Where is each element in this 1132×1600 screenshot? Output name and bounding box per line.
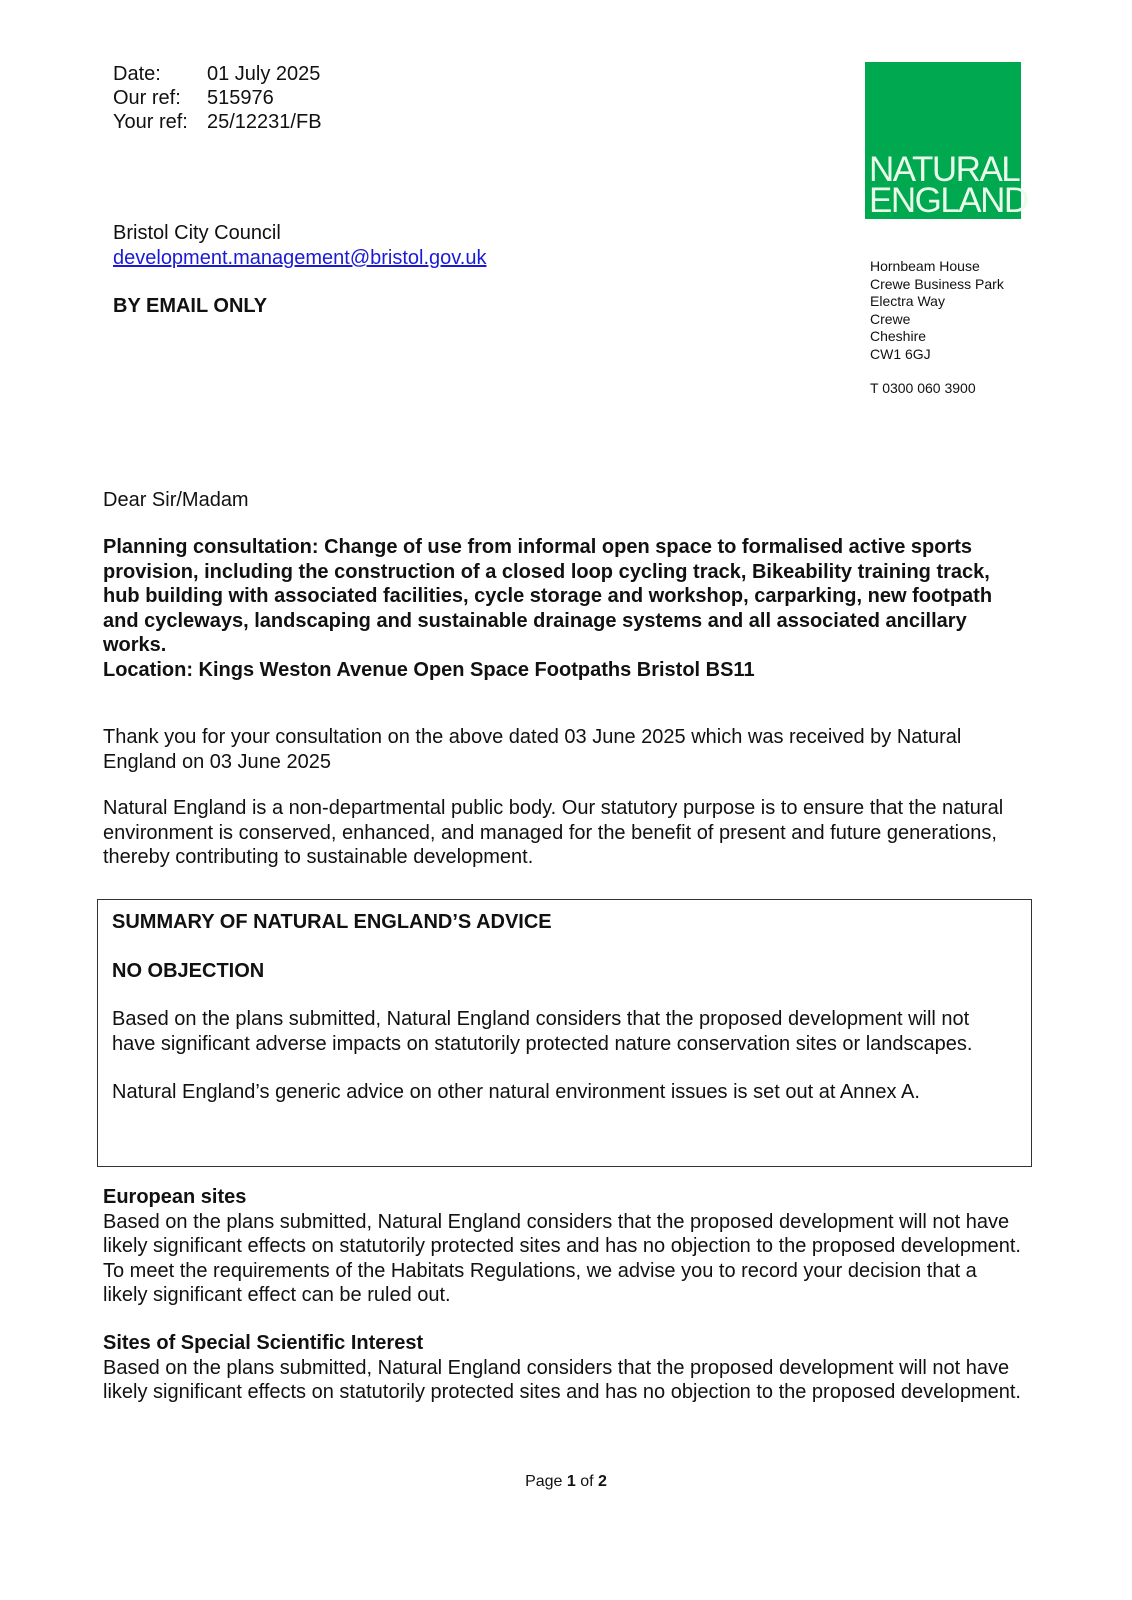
page-current: 1 (566, 1473, 576, 1490)
page-of: of (575, 1473, 599, 1490)
address-line: Hornbeam House (870, 258, 980, 274)
logo-line-2: ENGLAND (869, 181, 1028, 220)
date-row (113, 62, 322, 86)
your-ref-label: Your ref: (113, 111, 188, 133)
natural-england-logo (865, 62, 1028, 220)
your-ref-row (113, 110, 322, 134)
paragraph-purpose: Natural England is a non-departmental public body. Our statutory purpose is to ensure that the natural environment is conserved, enhanced, and managed for the benefit of present and future generations, thereby contributing to sustainable development. (103, 797, 1004, 868)
address-line: Crewe Business Park (870, 275, 1004, 292)
address-line: Cheshire (870, 328, 927, 344)
summary-verdict: NO OBJECTION (112, 959, 265, 982)
address-line: CW1 6GJ (870, 345, 931, 362)
our-ref-label: Our ref: (113, 87, 181, 109)
section-sssi (103, 1331, 1023, 1405)
our-ref-row (113, 86, 322, 110)
section-heading: European sites (103, 1186, 247, 1208)
sender-address (870, 258, 1004, 398)
paragraph-consultation: Thank you for your consultation on the above dated 03 June 2025 which was received by Natural England on 03 June 2025 (103, 726, 962, 773)
date-value: 01 July 2025 (207, 63, 321, 85)
location-text: Location: Kings Weston Avenue Open Space Footpaths Bristol BS11 (103, 658, 755, 681)
address-line: Crewe (870, 310, 911, 327)
page-prefix: Page (525, 1473, 567, 1490)
recipient-email-link[interactable]: development.management@bristol.gov.uk (113, 247, 487, 269)
section-european-sites (103, 1185, 1023, 1308)
reference-block (113, 62, 322, 134)
our-ref-value: 515976 (207, 87, 274, 109)
summary-annex-text: Natural England’s generic advice on other natural environment issues is set out at Annex A. (112, 1081, 920, 1103)
section-text: Based on the plans submitted, Natural England considers that the proposed development will not have likely significant effects on statutorily protected sites and has no objection to the proposed development. (103, 1356, 1021, 1403)
salutation: Dear Sir/Madam (103, 489, 249, 511)
address-line: Electra Way (870, 293, 945, 309)
page-total: 2 (598, 1473, 607, 1490)
page-indicator (0, 1473, 1132, 1491)
subject-text: Planning consultation: Change of use from informal open space to formalised active sports provision, including the construction of a closed loop cycling track, Bikeability training track, hub building with associated facilities, cycle storage and workshop, carparking, new footpath and cycleways, landscaping and sustainable drainage systems and all associated ancillary works. (103, 536, 993, 656)
section-text: Based on the plans submitted, Natural England considers that the proposed development will not have likely significant effects on statutorily protected sites and has no objection to the proposed development. To meet the requirements of the Habitats Regulations, we advise you to record your decision that a likely significant effect can be ruled out. (103, 1210, 1021, 1306)
summary-title: SUMMARY OF NATURAL ENGLAND’S ADVICE (112, 911, 552, 933)
recipient-block (113, 221, 486, 271)
summary-text: Based on the plans submitted, Natural England considers that the proposed development will not have significant adverse impacts on statutorily protected nature conservation sites or landscapes. (112, 1008, 973, 1055)
recipient-name: Bristol City Council (113, 222, 281, 244)
subject-block (103, 535, 1023, 682)
section-heading: Sites of Special Scientific Interest (103, 1332, 424, 1354)
logo-line-1: NATURAL (869, 150, 1020, 189)
date-label: Date: (113, 63, 161, 85)
summary-box (97, 899, 1032, 1167)
your-ref-value: 25/12231/FB (207, 111, 322, 133)
phone-number: T 0300 060 3900 (870, 380, 976, 396)
delivery-method: BY EMAIL ONLY (113, 295, 268, 317)
